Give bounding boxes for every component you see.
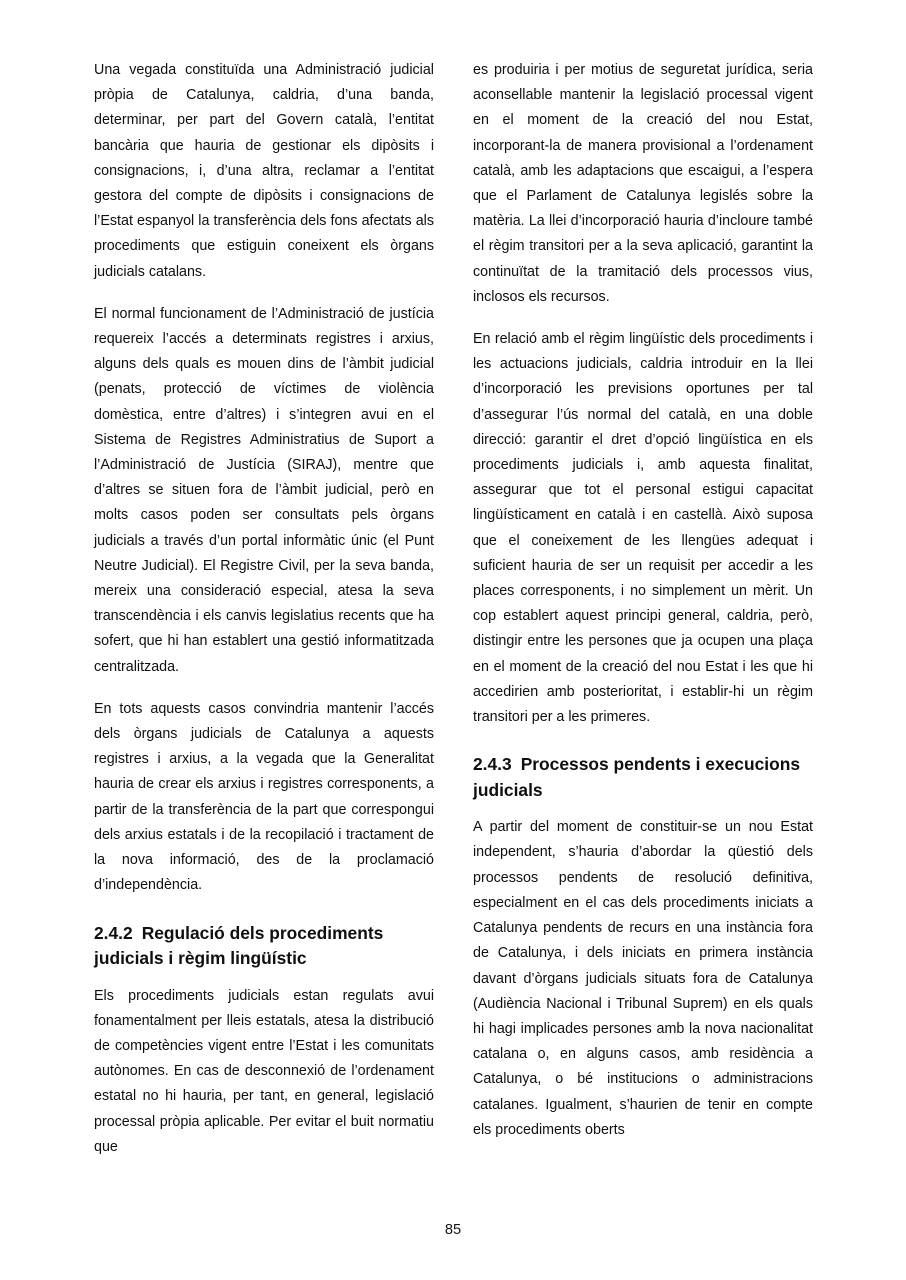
paragraph: En relació amb el règim lingüístic dels procediments i les actuacions judicials, caldria introduir en la llei d’incorporació les previsions oportunes per tal d’assegurar l’ús normal del català, en una doble direcció: garantir el dret d’opció lingüística en els procediments judicials i, amb aquesta finalitat, assegurar que tot el personal estigui capacitat lingüísticament en català i en castellà. Això suposa que el coneixement de les llengües adequat i suficient hauria de ser un requisit per accedir a les places corresponents, i no simplement un mèrit. Un cop establert aquest principi general, caldria, però, distingir entre les persones que ja ocupen una plaça en el moment de la creació del nou Estat i les que hi accedirien amb posterioritat, i establir-hi un règim transitori per a les primeres. <box>473 331 813 726</box>
section-number: 2.4.2 <box>94 922 133 943</box>
paragraph: Una vegada constituïda una Administració judicial pròpia de Catalunya, caldria, d’una banda, determinar, per part del Govern català, l’entitat bancària que hauria de gestionar els dipòsits i consignacions, i, d’una altra, reclamar a l’entitat gestora del compte de dipòsits i consignacions de l’Estat espanyol la transferència dels fons afectats als procediments que estiguin coneixent els òrgans judicials catalans. <box>94 62 434 280</box>
paragraph: Els procediments judicials estan regulats avui fonamentalment per lleis estatals, atesa la distribució de competències vigent entre l’Estat i les comunitats autònomes. En cas de desconnexió de l’ordenament estatal no hi hauria, per tant, en general, legislació processal pròpia aplicable. Per evitar el buit normatiu que <box>94 987 434 1155</box>
section-title: Regulació dels procediments judicials i règim lingüístic <box>94 922 384 968</box>
paragraph: A partir del moment de constituir-se un nou Estat independent, s’hauria d’abordar la qüestió dels processos pendents de resolució definitiva, especialment en el cas dels procediments iniciats a Catalunya pendents de recurs en una instància fora de Catalunya, i dels iniciats en primera instància davant d’òrgans judicials situats fora de Catalunya (Audiència Nacional i Tribunal Suprem) en els quals hi hagi implicades persones amb la nova nacionalitat catalana o, en alguns casos, amb residència a Catalunya, o bé institucions o administracions catalanes. Igualment, s’haurien de tenir en compte els procediments oberts <box>473 819 813 1138</box>
paragraph: es produiria i per motius de seguretat jurídica, seria aconsellable mantenir la legislació processal vigent en el moment de la creació del nou Estat, incorporant-la de manera provisional a l’ordenament català, amb les adaptacions que escaigui, a l’espera que el Parlament de Catalunya legislés sobre la matèria. La llei d’incorporació hauria d’incloure també el règim transitori per a la seva aplicació, garantint la continuïtat de la tramitació dels processos vius, inclosos els recursos. <box>473 62 813 305</box>
page-number: 85 <box>444 1222 462 1238</box>
left-column <box>94 58 434 1160</box>
page-columns <box>94 58 813 1160</box>
section-number: 2.4.3 <box>473 754 512 775</box>
section-title: Processos pendents i execucions judicials <box>473 754 801 800</box>
paragraph: El normal funcionament de l’Administració de justícia requereix l’accés a determinats registres i arxius, alguns dels quals es mouen dins de l’àmbit judicial (penats, protecció de víctimes de violència domèstica, entre d’altres) i s’integren avui en el Sistema de Registres Administratius de Suport a l’Administració de Justícia (SIRAJ), mentre que d’altres se situen fora de l’àmbit judicial, però en molts casos poden ser consultats pels òrgans judicials a través d’un portal informàtic únic (el Punt Neutre Judicial). El Registre Civil, per la seva banda, mereix una consideració especial, atesa la seva transcendència i els canvis legislatius recents que ha sofert, que hi han establert una gestió informatitzada centralitzada. <box>94 305 434 675</box>
right-column <box>473 58 813 1160</box>
section-heading-243 <box>473 752 813 803</box>
paragraph: En tots aquests casos convindria mantenir l’accés dels òrgans judicials de Catalunya a aquests registres i arxius, a la vegada que la Generalitat hauria de crear els arxius i registres corresponents, a partir de la transferència de la part que correspongui dels arxius estatals i de la recopilació i tractament de la nova informació, des de la proclamació d’independència. <box>94 700 434 894</box>
section-heading-242 <box>94 921 434 972</box>
